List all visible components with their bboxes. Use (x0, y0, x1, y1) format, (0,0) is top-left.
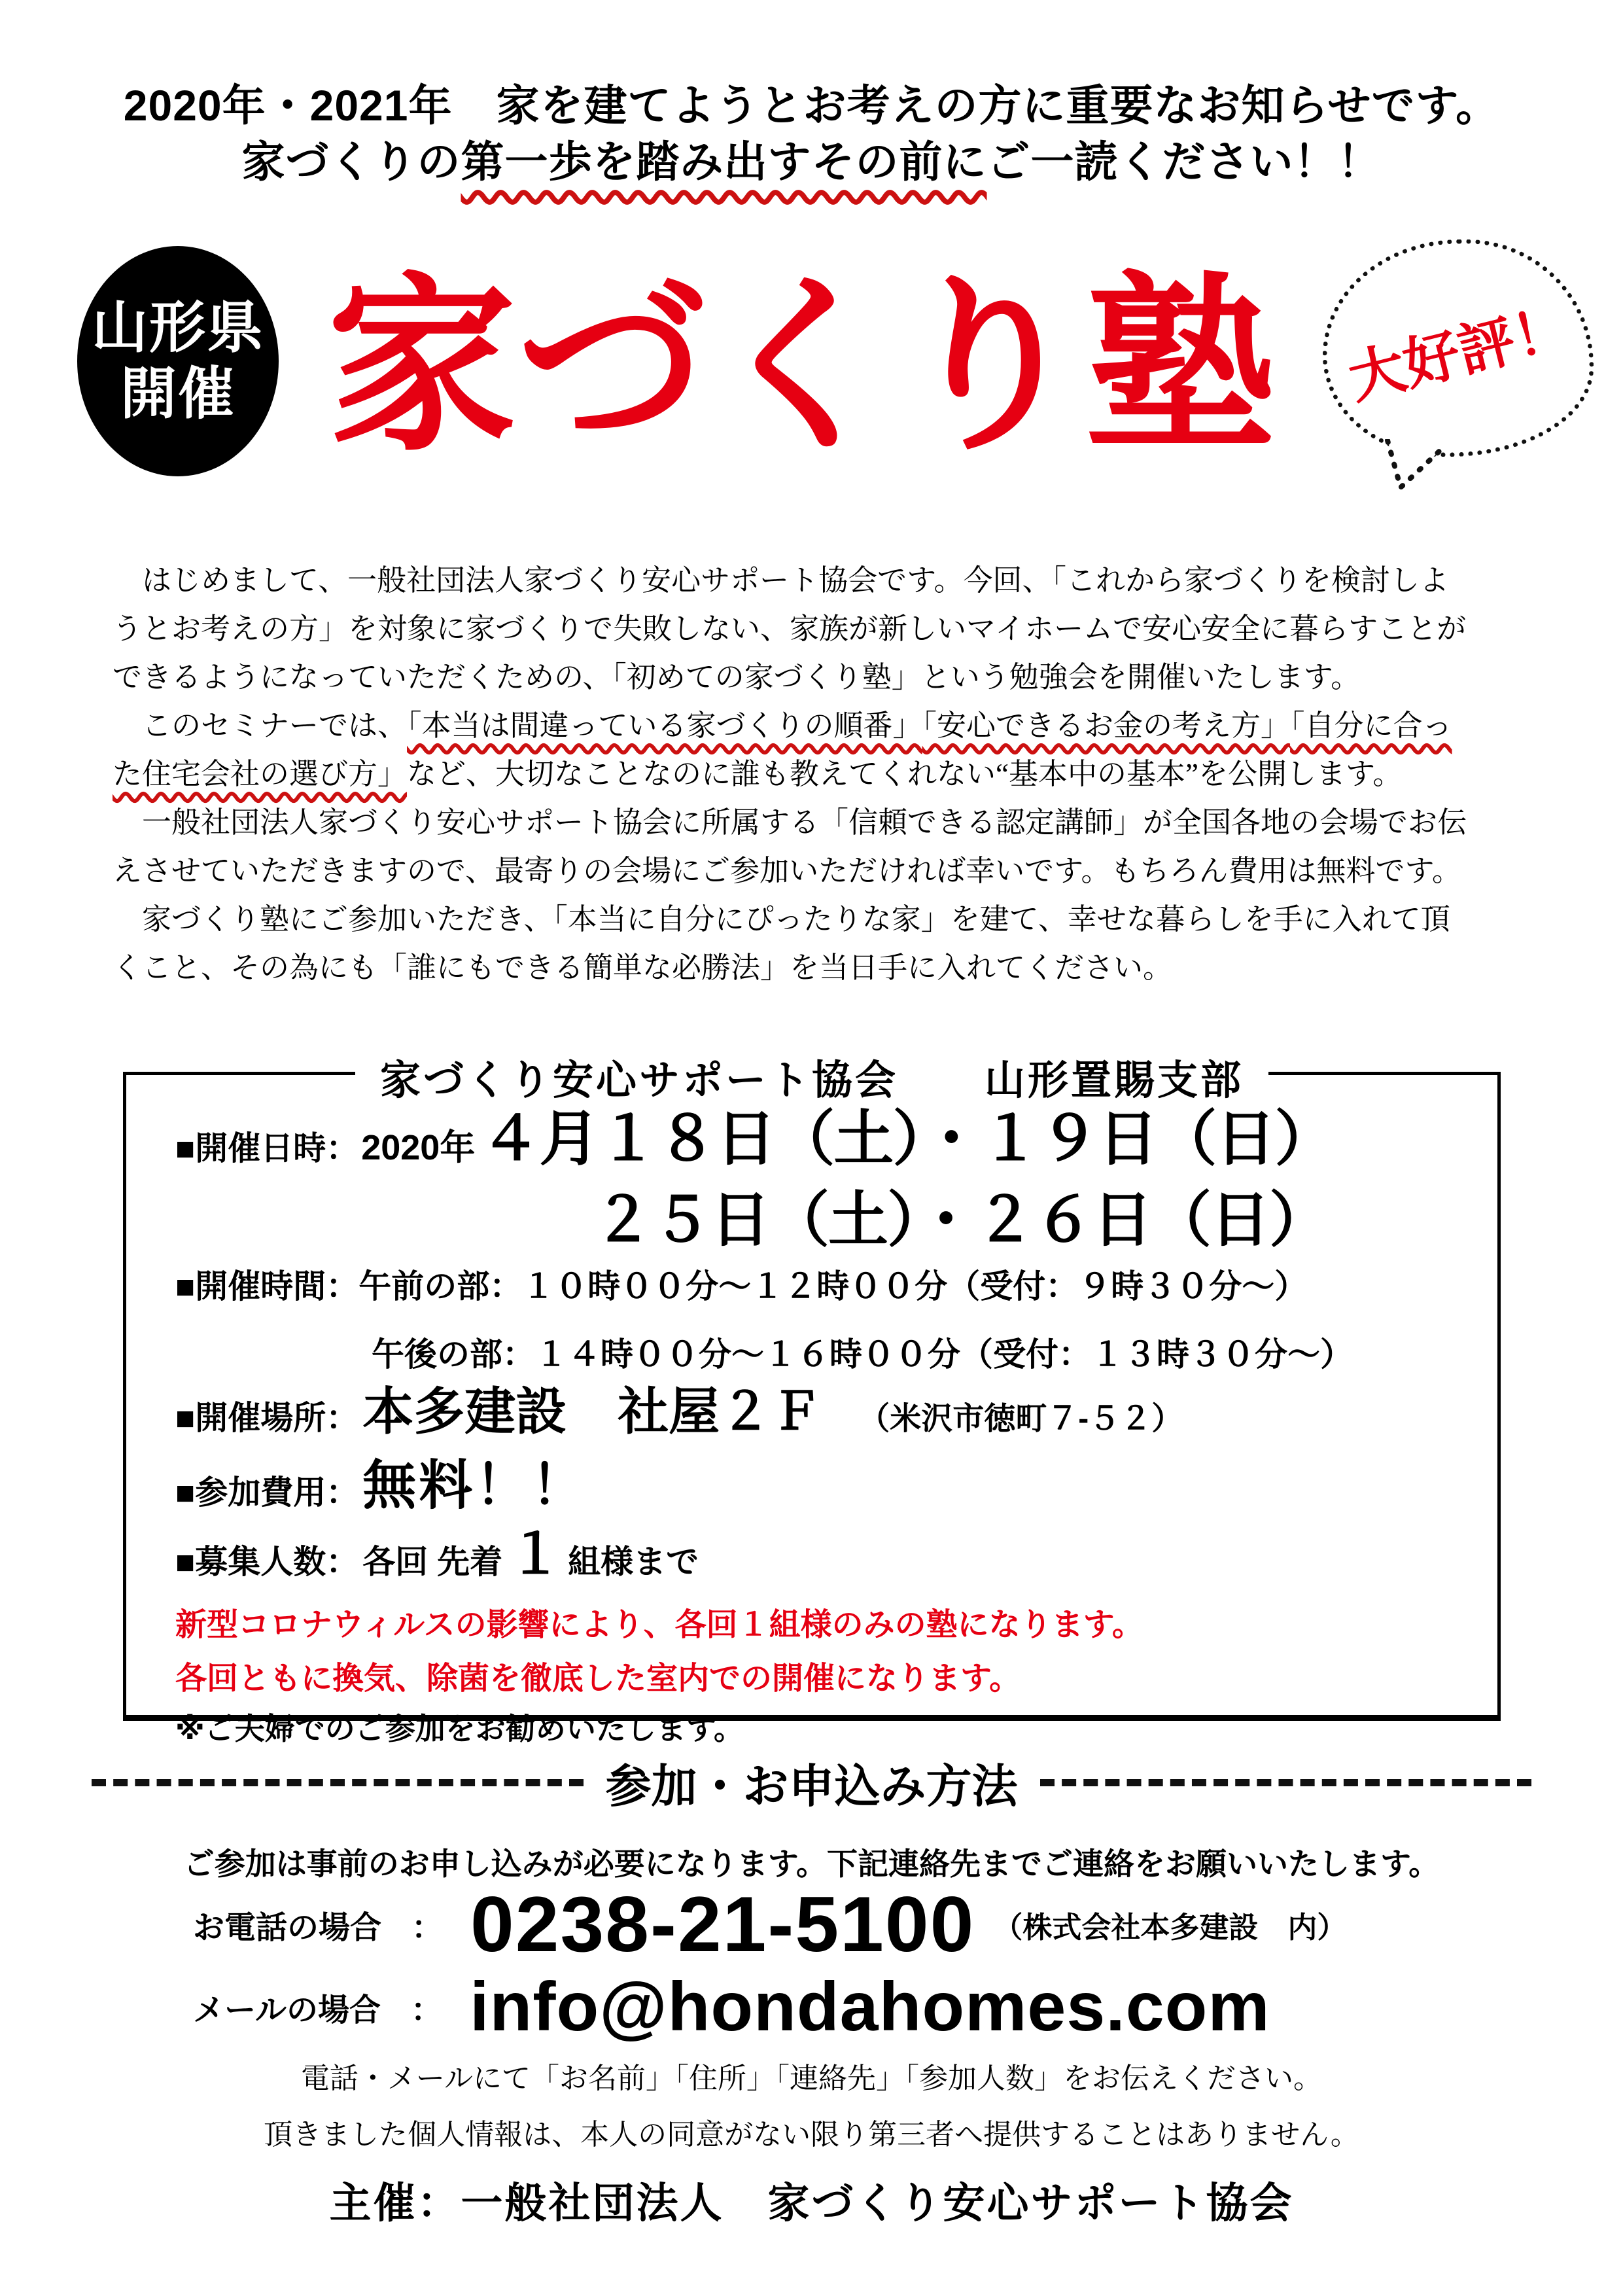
apply-lead: ご参加は事前のお申し込みが必要になります。下記連絡先までご連絡をお願いいたします。 (183, 1846, 1440, 1881)
datetime-label: ■開催日時： (175, 1130, 359, 1167)
time-row (175, 1265, 1491, 1308)
intro-line-6: 一般社団法人家づくり安心サポート協会に所属する「信頼できる認定講師」が全国各地の会場でお伝 (113, 806, 1467, 839)
apply-section-heading (92, 1751, 1531, 1814)
couples-note: ※ご夫婦でのご参加をお勧めいたします。 (175, 1712, 744, 1746)
info-box-title: 家づくり安心サポート協会 山形置賜支部 (355, 1048, 1268, 1106)
intro-line-1: はじめまして、一般社団法人家づくり安心サポート協会です。今回、「これから家づくりを検討しよ (113, 564, 1450, 597)
fee-row (175, 1456, 1491, 1523)
time-afternoon: 午後の部：１４時００分～１６時００分（受付：１３時３０分～） (372, 1336, 1353, 1373)
capacity-number: １ (508, 1523, 563, 1585)
intro-line-7: えさせていただきますので、最寄りの会場にご参加いただければ幸いです。もちろん費用は無料です。 (113, 855, 1461, 887)
intro-line-2: うとお考えの方」を対象に家づくりで失敗しない、家族が新しいマイホームで安心安全に暮らすことが (113, 612, 1467, 645)
intro-line-5-underline: た住宅会社の選び方」 (113, 758, 408, 790)
header-line2 (0, 127, 1623, 189)
apply-heading-text: 参加・お申込み方法 (605, 1760, 1018, 1812)
mail-label: メールの場合 (193, 1992, 381, 2028)
header-line2-pre: 家づくりの (241, 137, 461, 186)
seminar-info-box (123, 1058, 1501, 1746)
speech-bubble-tail (1378, 439, 1463, 495)
covid-notice-line1: 新型コロナウィルスの影響により、各回１組様のみの塾になります。 (175, 1608, 1143, 1642)
datetime-row-continued (175, 1186, 1491, 1254)
intro-line-4-underline-1: 「本当は間違っている家づくりの順番」 (407, 709, 922, 742)
time-morning: 午前の部：１０時００分～１２時００分（受付：９時３０分～） (358, 1268, 1308, 1305)
capacity-pre: 各回 先着 (362, 1544, 503, 1580)
intro-line-4-underline-2: 「安心できるお金の考え方」 (922, 709, 1291, 742)
intro-line-3: できるようになっていただくための、「初めての家づくり塾」という勉強会を開催いたします。 (113, 661, 1361, 694)
header-line2-post: ご一読ください！！ (986, 137, 1382, 186)
speech-bubble (1323, 239, 1594, 457)
contact-note-2: 頂きました個人情報は、本人の同意がない限り第三者へ提供することはありません。 (264, 2119, 1359, 2151)
time-row-afternoon (175, 1333, 1491, 1376)
prefecture-badge-line2: 開催 (120, 362, 236, 425)
mail-row (193, 1964, 1270, 2049)
phone-note: （株式会社本多建設 内） (993, 1910, 1347, 1944)
mail-address: info@hondahomes.com (470, 1968, 1270, 2045)
datetime-row (175, 1105, 1491, 1182)
header-line2-wavy-underlined: 第一歩を踏み出すその前に (461, 137, 987, 186)
intro-line-8: 家づくり塾にご参加いただき、「本当に自分にぴったりな家」を建て、幸せな暮らしを手に入れて頂 (113, 903, 1450, 936)
organizer-footer: 主催：一般社団法人 家づくり安心サポート協会 (329, 2180, 1294, 2227)
phone-label: お電話の場合 (193, 1910, 382, 1945)
dashed-line-left (92, 1779, 584, 1786)
phone-number: 0238-21-5100 (470, 1881, 975, 1968)
speech-bubble-text: 大好評！ (1342, 295, 1577, 411)
intro-line-4-pre: このセミナーでは、 (113, 709, 408, 742)
capacity-row (175, 1524, 1491, 1592)
dashed-line-right (1040, 1779, 1532, 1786)
datetime-year: 2020年 (361, 1128, 476, 1167)
intro-paragraphs (113, 556, 1519, 992)
covid-notice-line2: 各回ともに換気、除菌を徹底した室内での開催になります。 (175, 1661, 1021, 1696)
place-name: 本多建設 社屋２Ｆ (362, 1383, 822, 1440)
capacity-label: ■募集人数： (175, 1544, 359, 1580)
intro-line-4 (113, 701, 1519, 750)
prefecture-badge (77, 246, 279, 476)
phone-row (193, 1882, 1346, 1967)
main-title: 家づくり塾 (327, 260, 1276, 472)
intro-line-5 (113, 750, 1519, 798)
intro-line-4-underline-3: 「自分に合っ (1290, 709, 1452, 742)
prefecture-badge-line1: 山形県 (92, 296, 264, 359)
intro-line-5-rest: など、大切なことなのに誰も教えてくれない“基本中の基本”を公開します。 (407, 758, 1403, 790)
time-label: ■開催時間： (175, 1268, 359, 1305)
fee-label: ■参加費用： (175, 1474, 359, 1511)
capacity-post: 組様まで (568, 1544, 699, 1580)
datetime-dates-line2: ２５日（土）・２６日（日） (593, 1187, 1329, 1254)
mail-colon: ： (411, 1992, 443, 2028)
phone-colon: ： (411, 1910, 444, 1945)
contact-note-1: 電話・メールにて「お名前」「住所」「連絡先」「参加人数」をお伝えください。 (300, 2062, 1323, 2094)
datetime-dates-line1: ４月１８日（土）・１９日（日） (480, 1106, 1334, 1173)
place-label: ■開催場所： (175, 1400, 359, 1436)
place-row (175, 1380, 1491, 1451)
fee-value: 無料！！ (362, 1456, 588, 1515)
header-line1: 2020年・2021年 家を建てようとお考えの方に重要なお知らせです。 (123, 81, 1500, 130)
place-address: （米沢市徳町７-５２） (858, 1402, 1183, 1436)
intro-line-9: くこと、その為にも「誰にもできる簡単な必勝法」を当日手に入れてください。 (113, 951, 1173, 984)
